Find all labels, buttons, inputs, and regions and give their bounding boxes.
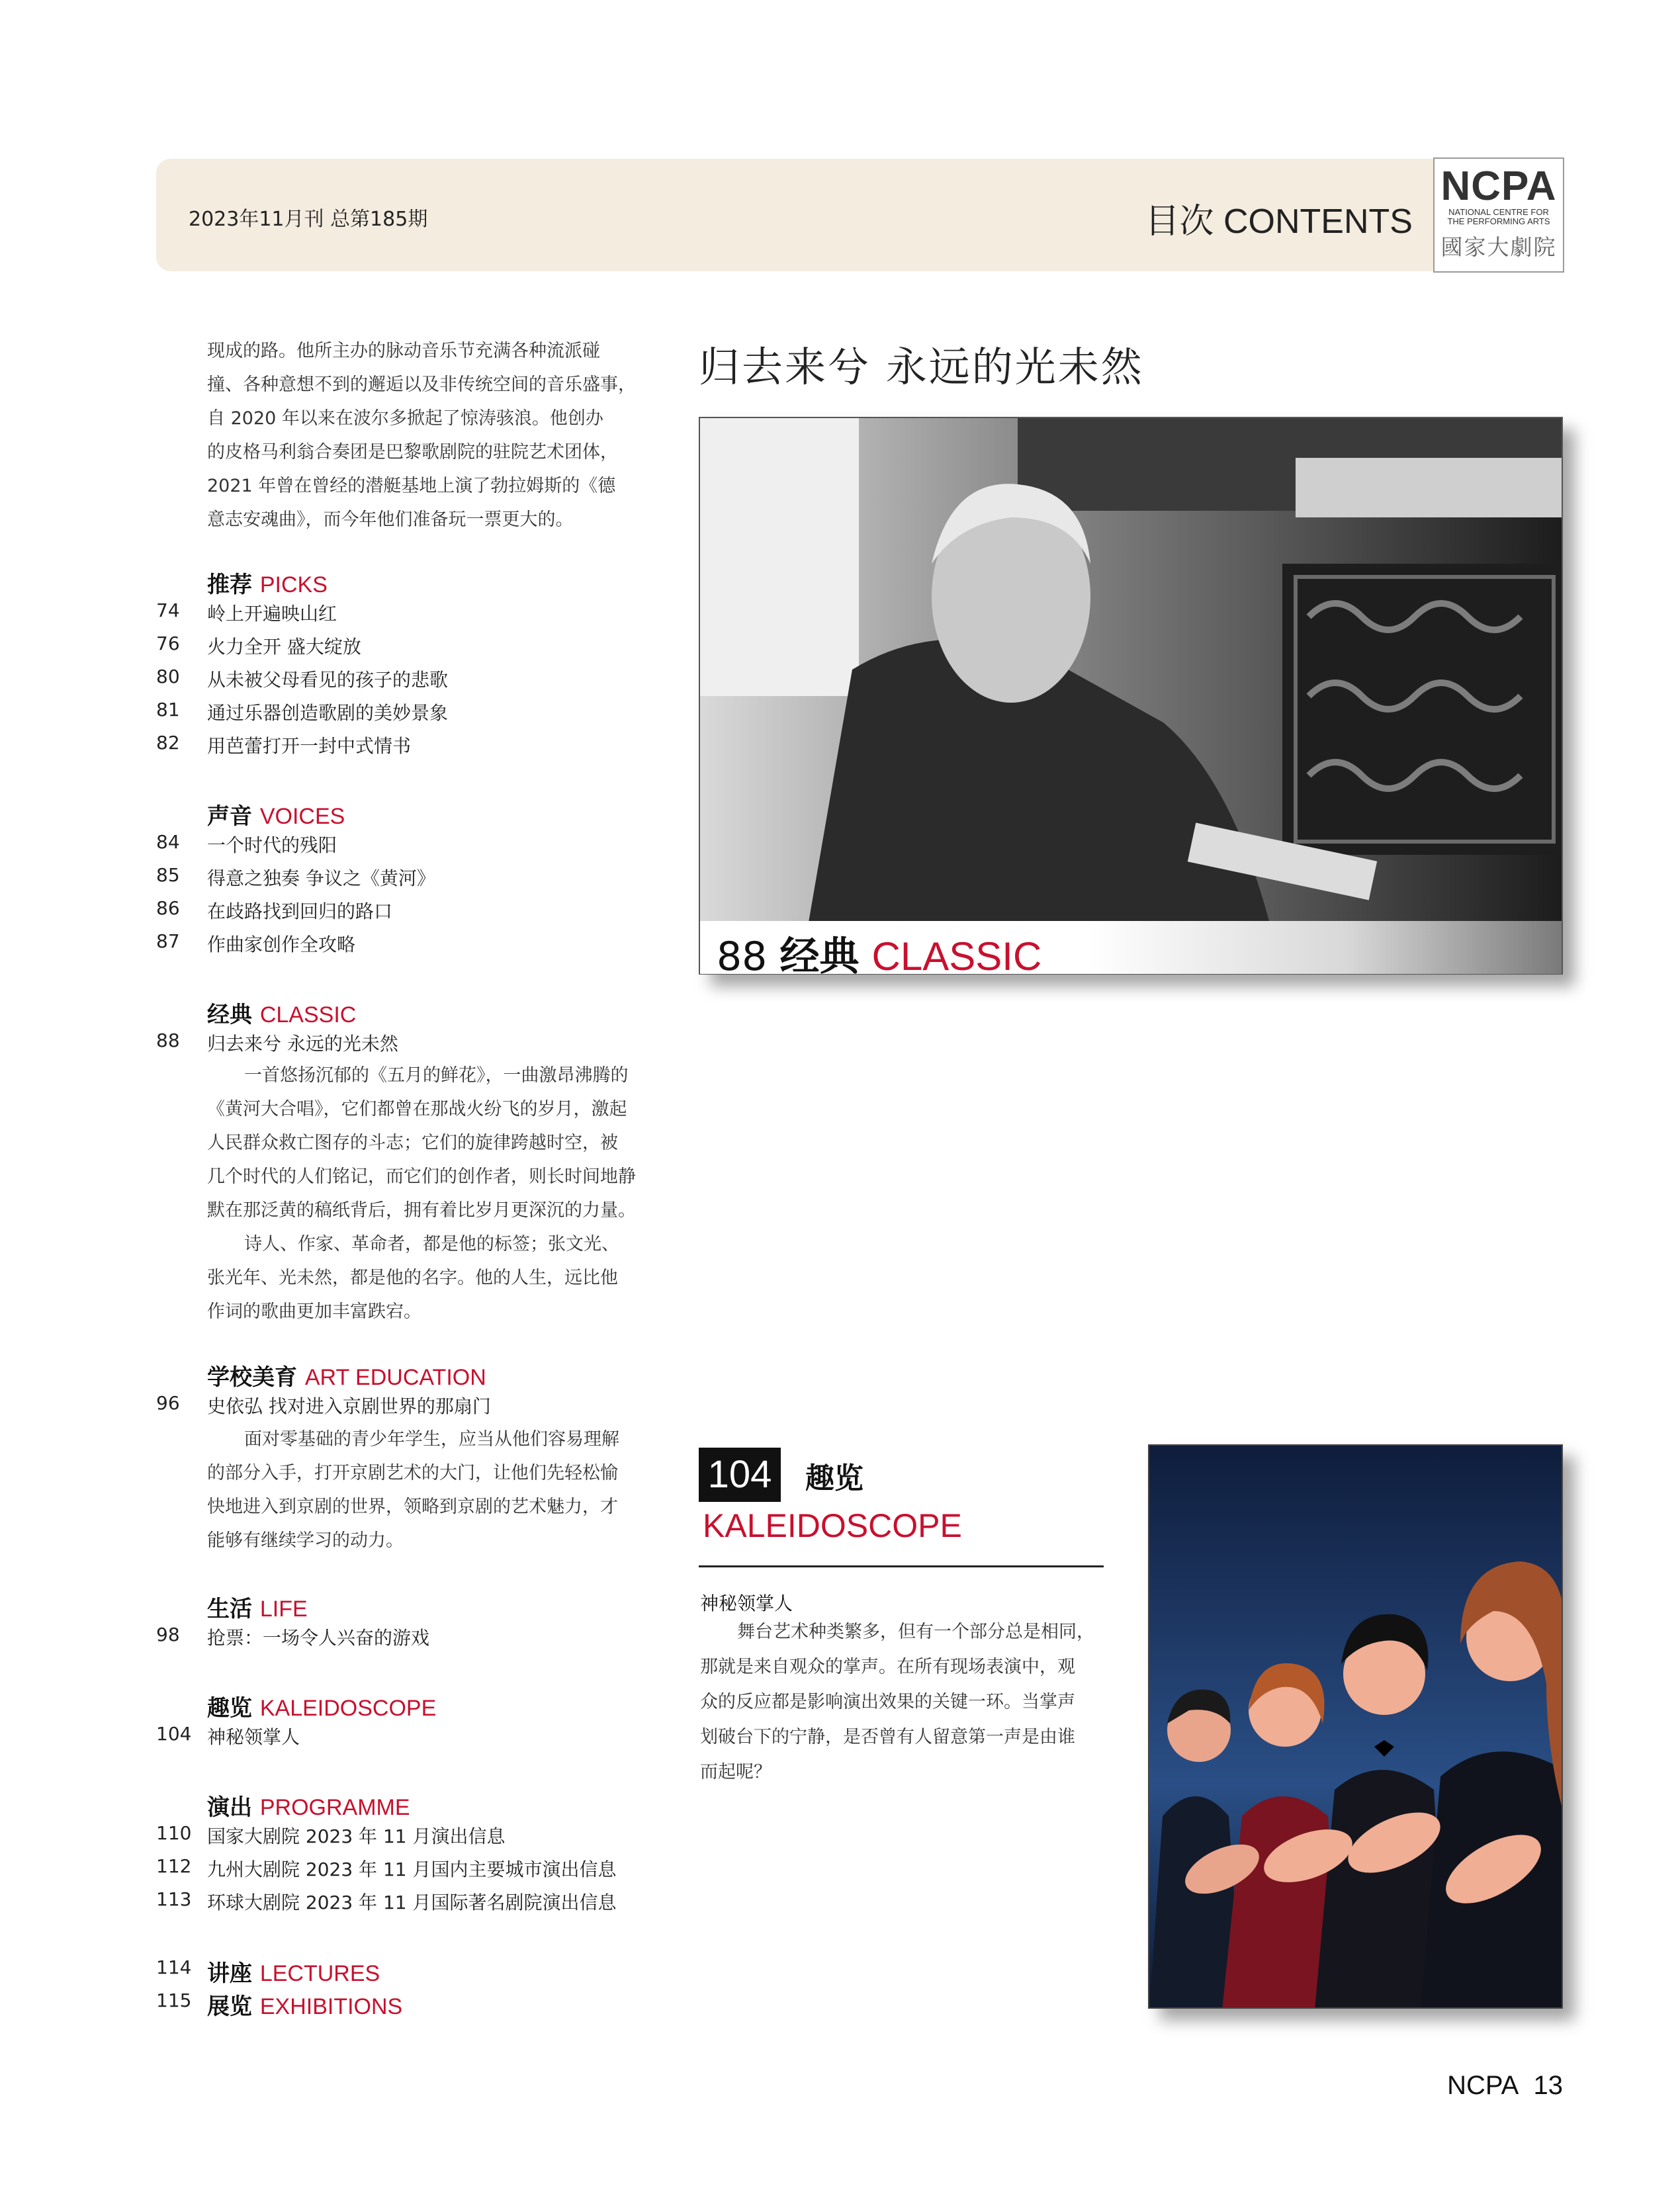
list-item[interactable]: 87 作曲家创作全攻略 (156, 930, 356, 955)
picks-list (156, 599, 685, 765)
logo-chinese-name: 國家大劇院 (1440, 234, 1557, 260)
voices-list (156, 831, 685, 963)
audience-applause-illustration (1148, 1444, 1563, 2009)
section-heading-life: 生活 LIFE (207, 1596, 308, 1622)
logo-wordmark: NCPA (1440, 163, 1557, 209)
kaleidoscope-article-title[interactable]: 神秘领掌人 (700, 1593, 793, 1614)
section-heading-voices: 声音 VOICES (207, 803, 345, 830)
classic-feature-heading: 归去来兮 永远的光未然 (699, 343, 1144, 391)
list-item-lectures[interactable]: 114 讲座 LECTURES (156, 1956, 380, 1987)
list-item[interactable]: 104 神秘领掌人 (156, 1723, 300, 1748)
intro-line: 的皮格马利翁合奏团是巴黎歌剧院的驻院艺术团体， (207, 442, 618, 462)
list-item[interactable]: 86 在歧路找到回归的路口 (156, 897, 393, 922)
intro-line: 自 2020 年以来在波尔多掀起了惊涛骇浪。他创办 (207, 408, 603, 429)
list-item[interactable]: 80 从未被父母看见的孩子的悲歌 (156, 666, 449, 691)
logo-subtitle: NATIONAL CENTRE FOR THE PERFORMING ARTS (1447, 207, 1550, 226)
art-education-summary: 面对零基础的青少年学生，应当从他们容易理解 的部分入手，打开京剧艺术的大门，让他们先轻松愉 快地进入到京剧的世界，领略到京剧的艺术魅力，才 能够有继续学习的动力。 (207, 1429, 619, 1551)
classic-caption[interactable]: 88 经典 CLASSIC (717, 934, 1042, 980)
list-item[interactable]: 74 岭上开遍映山红 (156, 599, 337, 625)
ncpa-logo (1433, 157, 1564, 273)
page-footer (1447, 2071, 1563, 2101)
intro-paragraph (207, 334, 657, 537)
list-item[interactable]: 88 归去来兮 永远的光未然 (156, 1029, 398, 1055)
list-item[interactable]: 76 火力全开 盛大绽放 (156, 633, 361, 658)
list-item-exhibitions[interactable]: 115 展览 EXHIBITIONS (156, 1990, 403, 2020)
page-title: 目次 CONTENTS (1145, 202, 1413, 241)
list-item[interactable]: 96 史依弘 找对进入京剧世界的那扇门 (156, 1392, 491, 1417)
programme-list (156, 1822, 685, 1921)
section-heading-classic: 经典 CLASSIC (207, 1002, 357, 1028)
kaleidoscope-page-number: 104 (707, 1453, 772, 1496)
section-heading-picks: 推荐 PICKS (207, 572, 328, 598)
list-item[interactable]: 113 环球大剧院 2023 年 11 月国际著名剧院演出信息 (156, 1888, 617, 1913)
kaleidoscope-summary: 舞台艺术种类繁多，但有一个部分总是相同， 那就是来自观众的掌声。在所有现场表演中，观 众的反应都是影响演出效果的关键一环。当掌声 划破台下的宁静，是否曾有人留意第一声是由谁 而起呢？ (700, 1622, 1094, 1782)
list-item[interactable]: 110 国家大剧院 2023 年 11 月演出信息 (156, 1822, 506, 1847)
portrait-photo-illustration (700, 418, 1563, 975)
divider (699, 1565, 1104, 1567)
intro-line: 2021 年曾在曾经的潜艇基地上演了勃拉姆斯的《德 (207, 476, 616, 496)
list-item[interactable]: 112 九州大剧院 2023 年 11 月国内主要城市演出信息 (156, 1855, 617, 1880)
intro-line: 意志安魂曲》，而今年他们准备玩一票更大的。 (207, 509, 574, 530)
classic-feature-photo (699, 417, 1563, 975)
section-heading-programme: 演出 PROGRAMME (207, 1794, 410, 1821)
section-heading-art-education: 学校美育 ART EDUCATION (207, 1364, 486, 1391)
classic-summary: 一首悠扬沉郁的《五月的鲜花》，一曲激昂沸腾的 《黄河大合唱》，它们都曾在那战火纷飞的岁月，激起 人民群众救亡图存的斗志；它们的旋律跨越时空，被 几个时代的人们铭记，而它们的创作者，则长时间地静 默在那泛黄的稿纸背后，拥有着比岁月更深沉的力量。 诗人、作家、革命者，都是他的标签；张文光、 张光年、光未然，都是他的名字。他的人生，远比他 作词的歌曲更加丰富跌宕。 (207, 1065, 636, 1322)
list-item[interactable]: 81 通过乐器创造歌剧的美妙景象 (156, 699, 449, 724)
section-heading-kaleidoscope: 趣览 KALEIDOSCOPE (207, 1695, 437, 1722)
issue-label: 2023年11月刊 总第185期 (189, 208, 428, 231)
list-item[interactable]: 85 得意之独奏 争议之《黄河》 (156, 864, 435, 889)
list-item[interactable]: 98 抢票：一场令人兴奋的游戏 (156, 1624, 430, 1649)
footer-brand: NCPA (1447, 2071, 1519, 2100)
intro-line: 现成的路。他所主办的脉动音乐节充满各种流派碰 (207, 341, 600, 361)
kaleidoscope-title-en: KALEIDOSCOPE (703, 1507, 962, 1544)
list-item[interactable]: 82 用芭蕾打开一封中式情书 (156, 732, 412, 757)
kaleidoscope-title-cn: 趣览 (805, 1462, 863, 1495)
list-item[interactable]: 84 一个时代的残阳 (156, 831, 337, 856)
intro-line: 撞、各种意想不到的邂逅以及非传统空间的音乐盛事， (207, 374, 636, 395)
page-number: 13 (1533, 2071, 1563, 2100)
